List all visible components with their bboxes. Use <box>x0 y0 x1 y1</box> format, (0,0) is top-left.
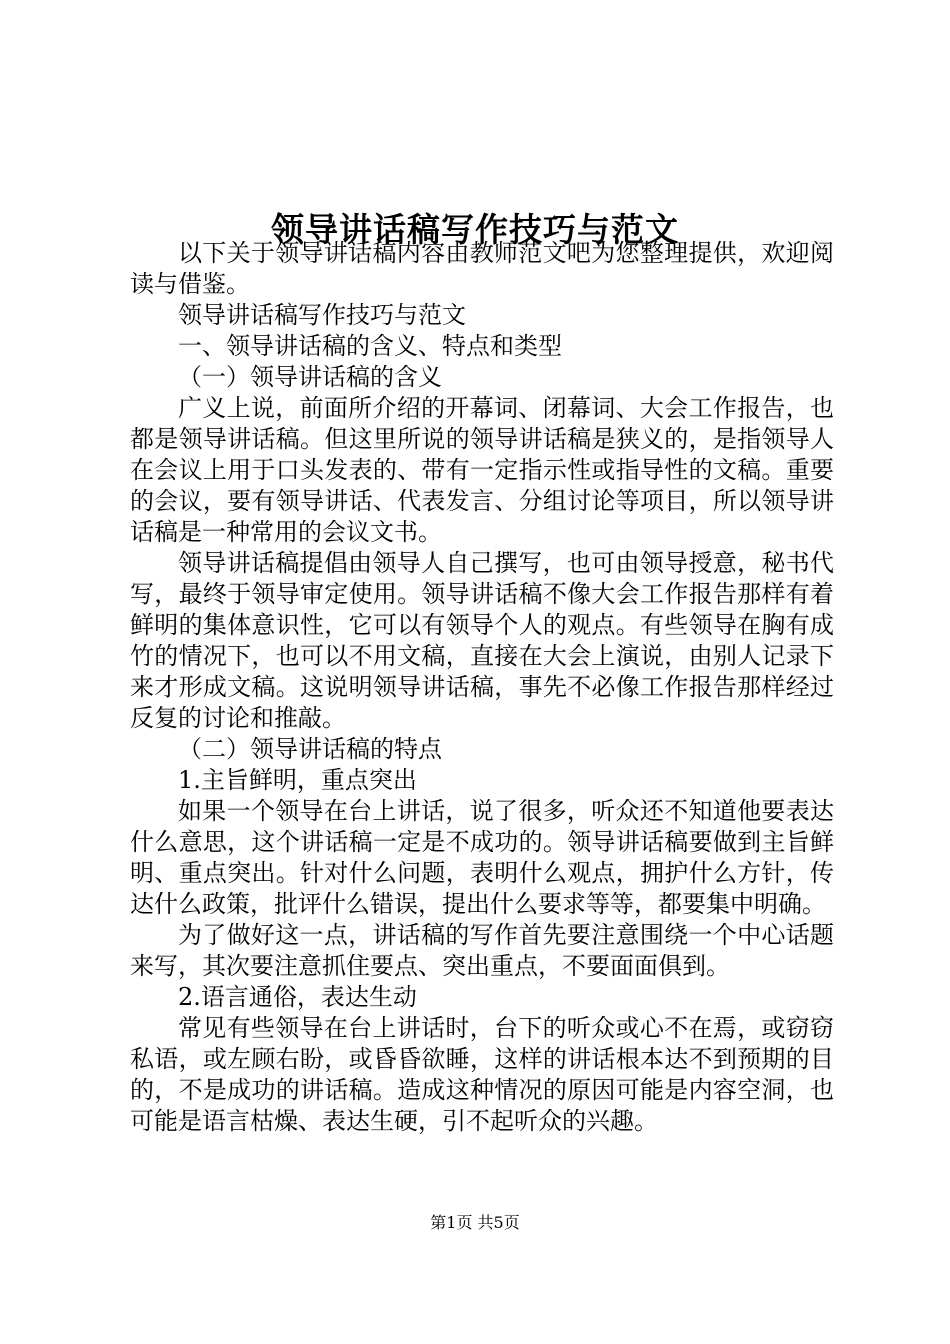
paragraph-point-1b: 为了做好这一点，讲话稿的写作首先要注意围绕一个中心话题来写，其次要注意抓住要点、突出重点，不要面面俱到。 <box>130 921 834 980</box>
subsection-heading-meaning: （一）领导讲话稿的含义 <box>178 363 442 391</box>
paragraph-point-1a: 如果一个领导在台上讲话，说了很多，听众还不知道他要表达什么意思，这个讲话稿一定是不成功的。领导讲话稿要做到主旨鲜明、重点突出。针对什么问题，表明什么观点，拥护什么方针，传达什么政策，批评什么错误，提出什么要求等等，都要集中明确。 <box>130 797 834 918</box>
document-body <box>130 238 834 1137</box>
point-heading-2: 2.语言通俗，表达生动 <box>178 983 417 1011</box>
paragraph-subtitle: 领导讲话稿写作技巧与范文 <box>178 301 466 329</box>
paragraph-intro: 以下关于领导讲话稿内容由教师范文吧为您整理提供，欢迎阅读与借鉴。 <box>130 239 834 298</box>
subsection-heading-features: （二）领导讲话稿的特点 <box>178 735 442 763</box>
point-heading-1: 1.主旨鲜明，重点突出 <box>178 766 417 794</box>
paragraph-point-2a: 常见有些领导在台上讲话时，台下的听众或心不在焉，或窃窃私语，或左顾右盼，或昏昏欲睡，这样的讲话根本达不到预期的目的，不是成功的讲话稿。造成这种情况的原因可能是内容空洞，也可能是语言枯燥、表达生硬，引不起听众的兴趣。 <box>130 1014 834 1135</box>
document-title: 领导讲话稿写作技巧与范文 <box>271 210 679 250</box>
section-heading-1: 一、领导讲话稿的含义、特点和类型 <box>178 332 562 360</box>
page-footer: 第1页 共5页 <box>430 1213 520 1232</box>
paragraph-meaning-2: 领导讲话稿提倡由领导人自己撰写，也可由领导授意，秘书代写，最终于领导审定使用。领导讲话稿不像大会工作报告那样有着鲜明的集体意识性，它可以有领导个人的观点。有些领导在胸有成竹的情况下，也可以不用文稿，直接在大会上演说，由别人记录下来才形成文稿。这说明领导讲话稿，事先不必像工作报告那样经过反复的讨论和推敲。 <box>130 549 834 732</box>
paragraph-meaning-1: 广义上说，前面所介绍的开幕词、闭幕词、大会工作报告，也都是领导讲话稿。但这里所说的领导讲话稿是狭义的，是指领导人在会议上用于口头发表的、带有一定指示性或指导性的文稿。重要的会议，要有领导讲话、代表发言、分组讨论等项目，所以领导讲话稿是一种常用的会议文书。 <box>130 394 834 546</box>
